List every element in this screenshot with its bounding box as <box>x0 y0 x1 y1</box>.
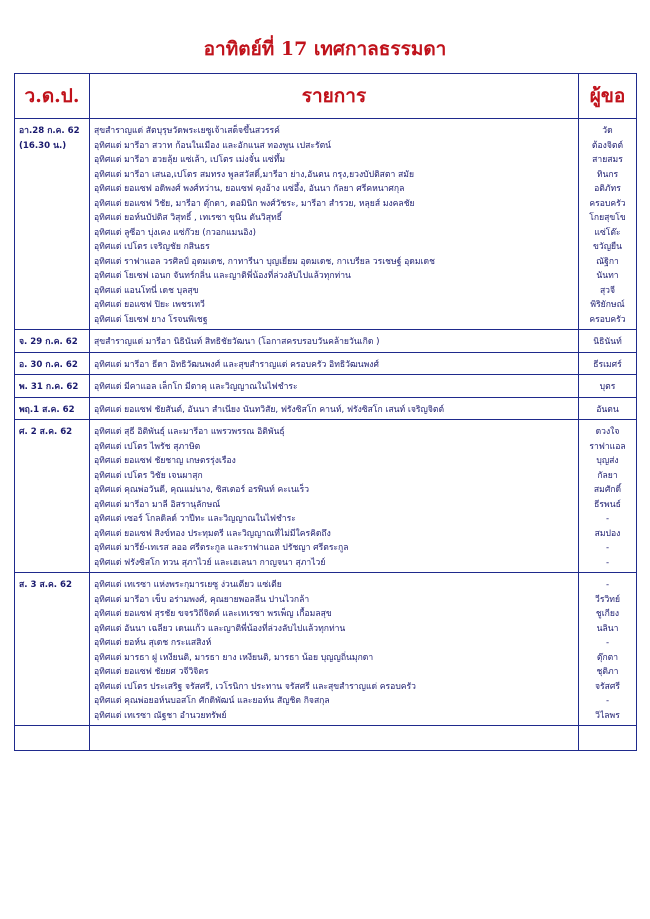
requester-cell-line: ต้องจิตต์ <box>591 140 624 151</box>
requester-cell <box>579 397 637 420</box>
page-title: อาทิตย์ที่ 17 เทศกาลธรรมดา <box>203 38 447 60</box>
requester-cell <box>579 420 637 573</box>
items-cell-line: อุทิศแด่ มารธา ฝู เหงียนติ, มารธา ยาง เหงียนติ, มารธา น้อย บุญญถิ่นมุกดา <box>94 652 374 663</box>
requester-cell-line: บุญส่ง <box>596 456 619 466</box>
requester-cell <box>579 573 637 726</box>
items-cell-line: อุทิศแด่ เปโตร ไพรัช สุภาษิต <box>94 441 201 452</box>
date-cell-line: ส. 3 ส.ค. 62 <box>19 580 72 590</box>
requester-cell-line: อติภัทร <box>594 184 621 194</box>
items-cell-line: อุทิศแด่ ยอแซฟ สุรชัย ขจรวิถีจิตต์ และเทเรซา พรเพ็ญ เกื้อมลสุข <box>94 609 332 619</box>
table-row <box>15 397 637 420</box>
items-cell-line: สุขสำราญแด่ มารีอา นิธินันท์ สิทธิชัยวัฒนา (โอกาสครบรอบวันคล้ายวันเกิด ) <box>94 337 380 347</box>
requester-cell-line: กัลยา <box>597 470 618 481</box>
date-cell <box>15 420 90 573</box>
requester-cell-line: วีรวิทย์ <box>595 594 620 605</box>
date-cell-line: พ. 31 ก.ค. 62 <box>19 382 79 392</box>
blank-row <box>15 726 637 751</box>
date-cell-line: อ. 30 ก.ค. 62 <box>19 359 78 370</box>
header-requester: ผู้ขอ <box>579 74 637 119</box>
table-body <box>15 119 637 751</box>
requester-cell-line: - <box>605 638 610 648</box>
date-cell-line: อา.28 ก.ค. 62 <box>19 126 80 136</box>
requester-cell-line: - <box>605 543 610 553</box>
table-row <box>15 352 637 375</box>
requester-cell-line: ทินกร <box>596 169 619 180</box>
items-cell-line: อุทิศแด่ เปโตร เจริญชัย กสินธร <box>94 242 210 252</box>
items-cell-line: อุทิศแด่ เปโตร วิชัย เจนผาสุก <box>94 470 203 481</box>
requester-cell-line: โกยสุขโข <box>589 213 626 223</box>
mass-intention-table <box>14 73 637 751</box>
blank-cell <box>90 726 579 751</box>
date-cell <box>15 397 90 420</box>
requester-cell-line: ดวงใจ <box>595 427 620 437</box>
requester-cell-line: ธีรเมศร์ <box>593 359 622 370</box>
header-items: รายการ <box>90 74 579 119</box>
requester-cell-line: ครอบครัว <box>589 314 626 325</box>
items-cell-line: อุทิศแด่ ลูซีอา บุ่งเคง แซ่ก๊วย (กวอกแมนอิง) <box>94 227 256 238</box>
requester-cell-line: วิไลพร <box>595 710 620 721</box>
items-cell-line: อุทิศแด่ ยอแซฟ อดิพงศ์ พงศ์หว่าน, ยอแซฟ คุงอ้าง แซ่อึ้ง, อันนา กัลยา ศรีคหนาศกุล <box>94 184 405 194</box>
items-cell-line: อุทิศแด่ สุธี อิติพันธุ์ และมารีอา แพรวพรรณ อิติพันธุ์ <box>94 427 285 437</box>
requester-cell-line: พิริยักษณ์ <box>590 300 625 310</box>
items-cell-line: อุทิศแด่ มารีอา ธีดา อิทธิวัฒนพงศ์ และสุขสำราญแด่ ครอบครัว อิทธิวัฒนพงศ์ <box>94 359 379 370</box>
items-cell-line: อุทิศแด่ ยอแซฟ ปิยะ เพชรเทวี <box>94 300 205 310</box>
date-cell-line: พฤ.1 ส.ค. 62 <box>19 404 75 415</box>
requester-cell-line: บุตร <box>599 382 616 392</box>
items-cell-line: อุทิศแด่ คุณพ่อยอห์นบอสโก ศักดิพัฒน์ และยอห์น สัญชิต กิจสกุล <box>94 696 330 706</box>
requester-cell <box>579 330 637 353</box>
items-cell-line: อุทิศแด่ มารีอา มาลี อิสรานุลักษณ์ <box>94 499 221 510</box>
requester-cell-line: ณัฐิกา <box>596 256 619 267</box>
requester-cell <box>579 352 637 375</box>
requester-cell-line: จรัสศรี <box>595 681 620 692</box>
items-cell-line: อุทิศแด่ อันนา เฉลียว เดนแก้ว และญาติพี่น้องที่ล่วงลับไปแล้วทุกท่าน <box>94 623 346 634</box>
items-cell-line: อุทิศแด่ ยอแซฟ ชัยสันต์, อันนา สำเนียง นันทวิสัย, ฟรังซิสโก คานท์, ฟรังซิสโก เสนท์ เจริญจิตต์ <box>94 404 445 415</box>
requester-cell-line: ชุติภา <box>596 667 619 677</box>
items-cell-line: อุทิศแด่ มารีย์-เทเรส ลออ ศรีตระกูล และราฟาแอล ปรัชญา ศรีตระกูล <box>94 543 349 553</box>
date-cell-line: (16.30 น.) <box>19 140 67 151</box>
requester-cell-line: นลินา <box>596 623 619 634</box>
header-date: ว.ด.ป. <box>15 74 90 119</box>
date-cell <box>15 330 90 353</box>
items-cell <box>90 119 579 330</box>
items-cell-line: อุทิศแด่ มารีอา เข็บ อร่ามพงศ์, คุณยายพอลลีน ปานไวกล้า <box>94 594 310 605</box>
items-cell-line: อุทิศแด่ มีคาแอล เล็กโก มีตาคุ และวิญญาณในไฟชำระ <box>94 382 298 392</box>
requester-cell-line: - <box>605 580 610 590</box>
items-cell-line: อุทิศแด่ ยอห์นบัปติส วิสุทธิ์ , เทเรซา ขุนิน ตันวิสุทธิ์ <box>94 213 282 223</box>
items-cell <box>90 397 579 420</box>
date-cell <box>15 375 90 398</box>
requester-cell-line: ธีรพนธ์ <box>594 499 621 510</box>
items-cell-line: อุทิศแด่ มารีอา สวาท ก้อนในเมือง และอักแนส ทองพูน เปสะรัตน์ <box>94 140 332 151</box>
items-cell-line: อุทิศแด่ ยอห์น สุเดช กระแสสิงห์ <box>94 638 212 648</box>
requester-cell-line: แซ่โต๊ะ <box>594 227 621 238</box>
requester-cell-line: นิธินันท์ <box>593 337 622 347</box>
items-cell-line: อุทิศแด่ มารีอา ฮวยลุ้ย แซ่เล้า, เปโตร เม่งจั๋น แซ่ทึ้ม <box>94 155 286 165</box>
items-cell-line: อุทิศแด่ เทเรซา ณัฐชา อำนวยทรัพย์ <box>94 710 227 721</box>
date-cell-line: จ. 29 ก.ค. 62 <box>19 337 78 347</box>
requester-cell-line: ขวัญยืน <box>593 242 622 252</box>
requester-cell-line: วัด <box>602 126 613 136</box>
items-cell-line: อุทิศแด่ เปโตร ประเสริฐ จรัสศรี, เวโรนิกา ประทาน จรัสศรี และสุขสำราญแด่ ครอบครัว <box>94 681 416 692</box>
table-row <box>15 573 637 726</box>
items-cell-line: อุทิศแด่ ยอแซฟ สิงข์ทอง ประทุมตรี และวิญญาณที่ไม่มีใครคิดถึง <box>94 528 331 539</box>
requester-cell-line: ราฟาแอล <box>589 441 626 452</box>
items-cell-line: อุทิศแด่ แอนโทนี่ เดช บุลสุข <box>94 285 199 296</box>
items-cell <box>90 330 579 353</box>
date-cell <box>15 352 90 375</box>
items-cell-line: อุทิศแด่ ยอแซฟ วิชัย, มารีอา ตุ๊กตา, ดอมินิก พงศ์วัชระ, มารีอา สำรวย, หลุยส์ มงคลชัย <box>94 198 415 209</box>
requester-cell-line: - <box>605 696 610 706</box>
items-cell-line: อุทิศแด่ ราฟาแอล วรศิลป์ อุดมเดช, กาทารีนา บุญเยี่ยม อุดมเดช, กาเบรียล วรเชษฐ์ อุดมเดช <box>94 256 435 267</box>
items-cell-line: อุทิศแด่ ฟรังซิสโก ทวน สุภาไวย์ และเฮเลนา กาญจนา สุภาไวย์ <box>94 557 326 568</box>
requester-cell-line: สายสมร <box>592 155 623 165</box>
table-row <box>15 375 637 398</box>
blank-cell <box>15 726 90 751</box>
items-cell <box>90 375 579 398</box>
requester-cell-line: สมศักดิ์ <box>593 485 622 495</box>
items-cell-line: อุทิศแด่ เทเรซา แห่งพระกุมารเยซู ง่วนเตียว แซ่เตีย <box>94 580 282 590</box>
items-cell-line: อุทิศแด่ เซอร์ โกลดิลด์ วาปีทะ และวิญญาณในไฟชำระ <box>94 514 296 524</box>
table-header-row <box>15 74 637 119</box>
requester-cell-line: ชูเกียง <box>595 609 620 619</box>
table-row <box>15 420 637 573</box>
items-cell <box>90 573 579 726</box>
requester-cell-line: สุวจี <box>599 285 616 296</box>
date-cell <box>15 119 90 330</box>
blank-cell <box>579 726 637 751</box>
table-row <box>15 330 637 353</box>
requester-cell-line: - <box>605 514 610 524</box>
requester-cell-line: นันทา <box>596 271 619 281</box>
items-cell-line: อุทิศแด่ ยอแซฟ ชัยยศ วจีวิจิตร <box>94 667 209 677</box>
table-row <box>15 119 637 330</box>
items-cell-line: สุขสำราญแด่ สัตบุรุษวัดพระเยซูเจ้าเสด็จขึ้นสวรรค์ <box>94 126 280 136</box>
requester-cell-line: สมปอง <box>594 528 621 539</box>
requester-cell-line: ครอบครัว <box>589 198 626 209</box>
items-cell-line: อุทิศแด่ ยอแซฟ ชัยชาญ เกษตรรุ่งเรือง <box>94 456 236 466</box>
requester-cell-line: ตุ๊กตา <box>596 652 619 663</box>
items-cell <box>90 420 579 573</box>
requester-cell-line: - <box>605 557 610 568</box>
date-cell-line: ศ. 2 ส.ค. 62 <box>19 427 73 437</box>
date-cell <box>15 573 90 726</box>
requester-cell <box>579 119 637 330</box>
requester-cell-line: อันตน <box>596 404 619 415</box>
items-cell <box>90 352 579 375</box>
items-cell-line: อุทิศแด่ มารีอา เสนอ,เปโตร สมทรง พูลสวัสดิ์,มารีอา ย่าง,อันตน กรุง,ยวงบัปติสตา สมัย <box>94 169 414 180</box>
items-cell-line: อุทิศแด่ โยเซฟ เอนก จันทร์กลิ่น และญาติพี่น้องที่ล่วงลับไปแล้วทุกท่าน <box>94 271 351 281</box>
items-cell-line: อุทิศแด่ คุณพ่อวันดี, คุณแม่นาง, ซิสเตอร์ อรพินท์ คะเนเร็ว <box>94 485 310 495</box>
items-cell-line: อุทิศแด่ โยเซฟ ยาง โรจนพิเชฐ <box>94 314 208 325</box>
requester-cell <box>579 375 637 398</box>
